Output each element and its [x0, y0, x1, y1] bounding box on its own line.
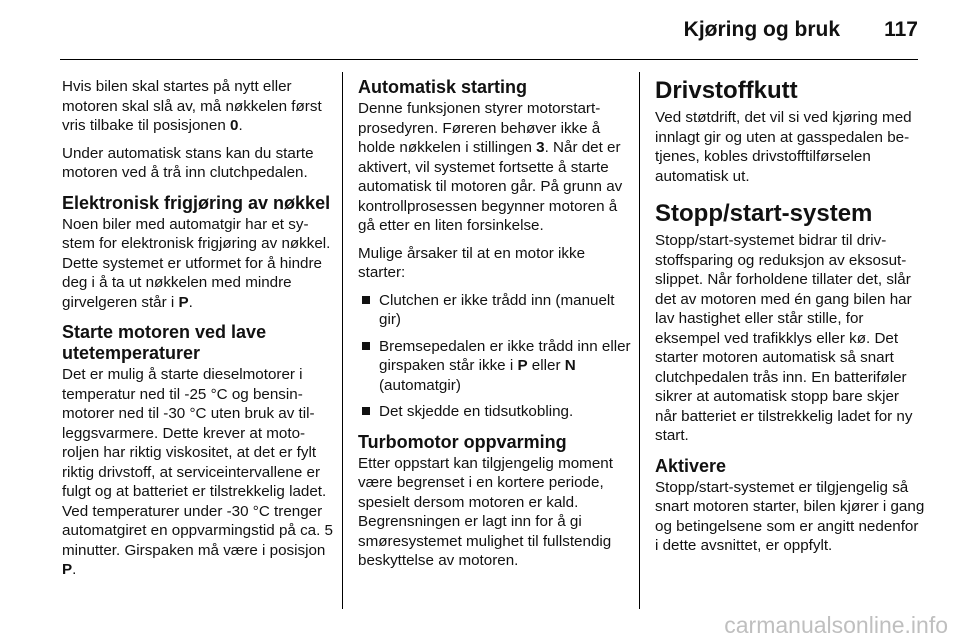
- list-item: Bremsepedalen er ikke trådd inn eller girspaken står ikke i P eller N (automatgir): [358, 337, 634, 396]
- paragraph-mulige-arsaker: Mulige årsaker til at en motor ikke starter:: [358, 244, 586, 281]
- column-1: [62, 77, 334, 588]
- heading-aktivere: Aktivere: [655, 455, 727, 476]
- paragraph-restart: Hvis bilen skal startes på nytt eller motoren skal slå av, må nøkkelen først vris tilbake til posisjonen 0.: [62, 78, 322, 134]
- heading-automatisk-starting: Automatisk starting: [358, 77, 528, 97]
- column-divider-2: [639, 72, 640, 609]
- bullet-square-icon: [362, 407, 370, 415]
- heading-elektronisk-frigjoring: Elektronisk frigjøring av nøkkel: [62, 192, 331, 213]
- heading-drivstoffkutt: Drivstoffkutt: [655, 77, 798, 104]
- paragraph-auto-stop: Under automatisk stans kan du starte motoren ved å trå inn clutchpedalen.: [62, 144, 314, 181]
- paragraph-turbomotor: Etter oppstart kan tilgjengelig moment være begrenset i en kortere periode, spesielt dersom motoren er kald. Begrensningen er lagt inn for å gi smøresystemet mulighet til fullstendig beskyttelse av motoren.: [358, 454, 613, 569]
- paragraph-elektronisk: Noen biler med automatgir har et system for elektronisk frigjøring av nøkkel. Dette systemet er utformet for å hindre deg i å ta ut nøkkelen med mindre girvelgeren står i P.: [62, 215, 331, 311]
- list-item: Clutchen er ikke trådd inn (manuelt gir): [358, 291, 634, 330]
- bullet-square-icon: [362, 296, 370, 304]
- column-divider-1: [342, 72, 343, 609]
- paragraph-aktivere: Stopp/start-systemet er tilgjengelig så snart motoren starter, bilen kjører i gang og betingelsene som er angitt nedenfor i dette avsnittet, er oppfylt.: [655, 478, 925, 554]
- heading-stopp-start-system: Stopp/start-system: [655, 200, 873, 227]
- paragraph-automatisk-starting: Denne funksjonen styrer motorstartprosedyren. Føreren behøver ikke å holde nøkkelen i stillingen 3. Når det er aktivert, vil systemet fortsette å starte automatisk til motoren går. På grunn av kontrollprosessen begynner motoren å gå etter en liten forsinkelse.: [358, 100, 623, 234]
- heading-turbomotor: Turbomotor oppvarming: [358, 431, 567, 452]
- reasons-list: [358, 291, 634, 422]
- watermark: carmanualsonline.info: [724, 612, 948, 638]
- heading-starte-motoren: Starte motoren ved lave utetemperaturer: [62, 322, 267, 363]
- column-3: [655, 77, 925, 564]
- paragraph-lave-temperaturer: Det er mulig å starte dieselmotorer i temperatur ned til -25 °C og bensinmotorer ned til -30 °C uten bruk av tilleggsvarmere. Dette krever at motoroljen har riktig viskositet, at det er fylt riktig drivstoff, at serviceintervallene er fulgt og at batteriet er tilstrekkelig ladet. Ved temperaturer under -30 °C trenger automatgiret en oppvarmingstid på ca. 5 minutter. Girspaken må være i posisjon P.: [62, 366, 334, 578]
- header-divider: [60, 59, 918, 60]
- paragraph-drivstoffkutt: Ved støtdrift, det vil si ved kjøring med innlagt gir og uten at gasspedalen betjenes, kobles drivstofftilførselen automatisk ut.: [655, 109, 912, 185]
- list-item: Det skjedde en tidsutkobling.: [358, 402, 634, 422]
- column-2: [358, 77, 634, 579]
- page-number: 117: [884, 18, 918, 41]
- bullet-square-icon: [362, 342, 370, 350]
- header-title: Kjøring og bruk: [683, 18, 840, 41]
- paragraph-stopp-start: Stopp/start-systemet bidrar til drivstoffsparing og reduksjon av eksosutslippet. Når forholdene tillater det, slår det av motoren med én gang bilen har lav hastighet eller står stille, for eksempel ved trafikklys eller kø. Det starter motoren automatisk så snart clutchpedalen tr​ås inn. En batteriføler sikrer at automatisk stopp bare skjer når batteriet er tilstrekkelig ladet for ny start.: [655, 232, 913, 444]
